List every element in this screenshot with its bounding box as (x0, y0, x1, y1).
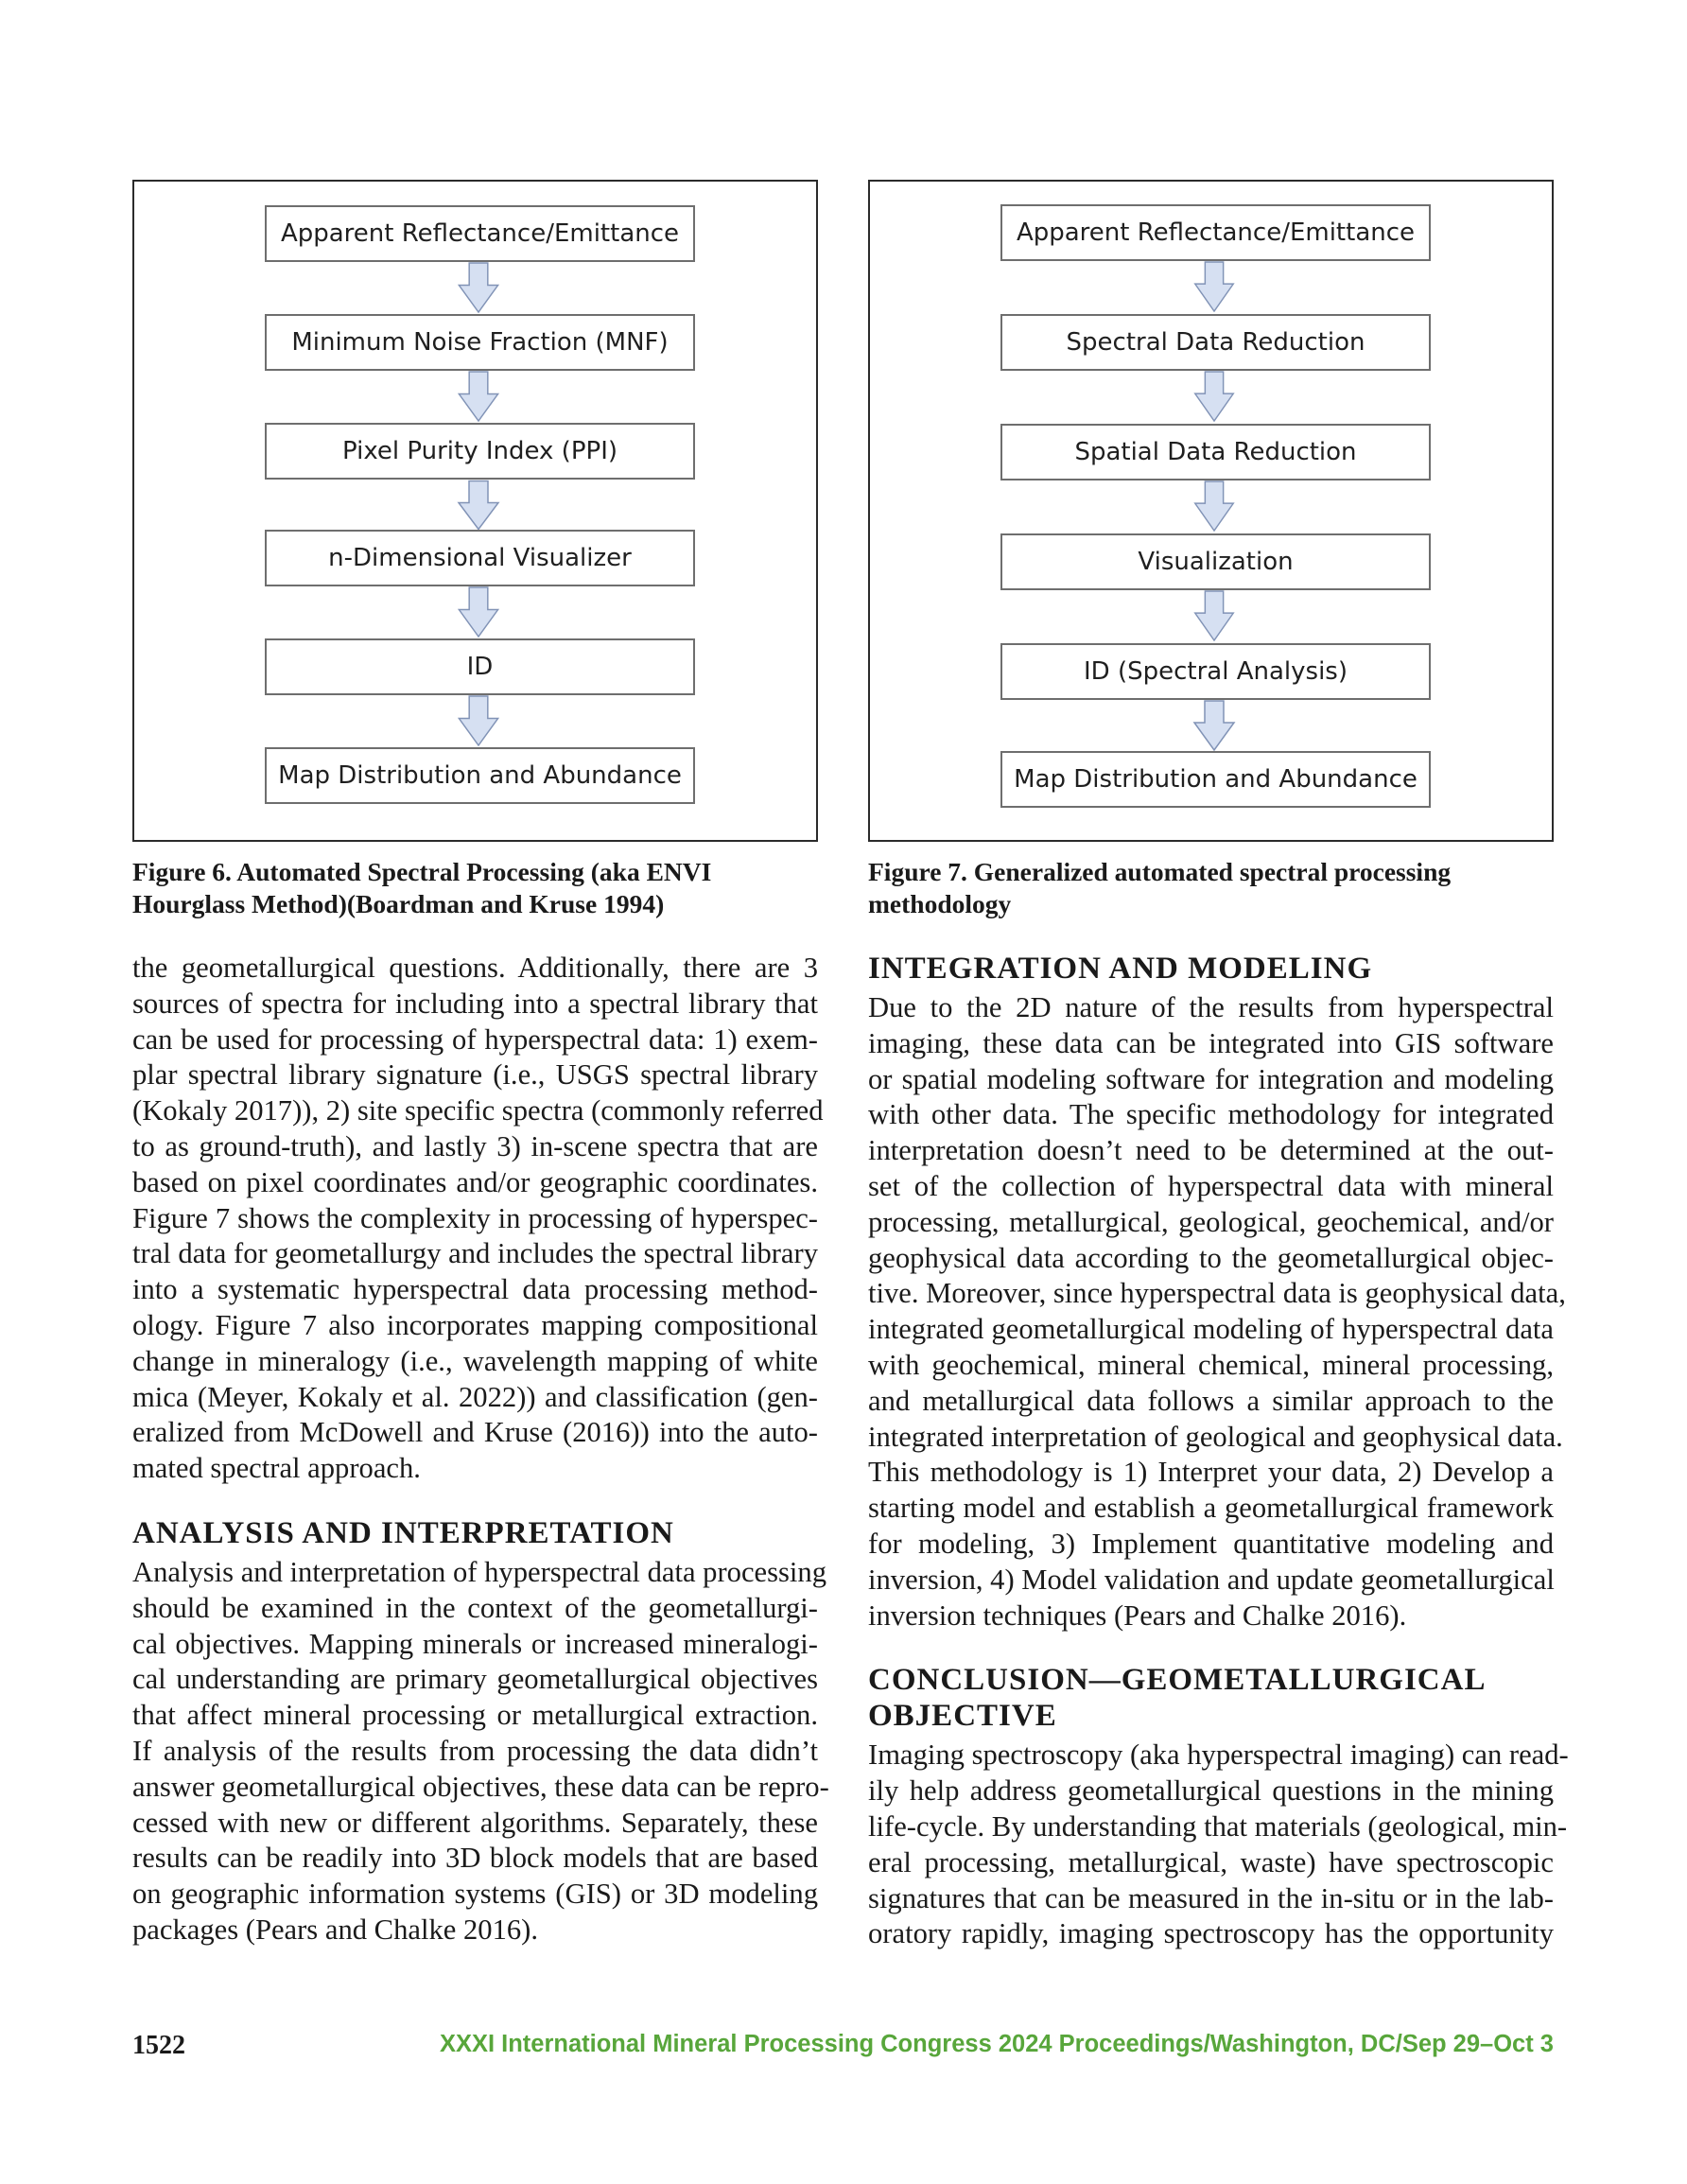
text-line: inversion, 4) Model validation and update geometallurgical (868, 1563, 1555, 1596)
arrow-shape (1195, 591, 1234, 640)
text-line: inversion techniques (Pears and Chalke 2016). (868, 1599, 1407, 1632)
text-line: tral data for geometallurgy and includes the spectral library (132, 1237, 818, 1270)
figure-6-flowchart (132, 180, 818, 842)
text-line: imaging, these data can be integrated into GIS software (868, 1026, 1554, 1059)
flowchart-step: ID (Spectral Analysis) (1000, 643, 1431, 700)
text-line: signatures that can be measured in the in-situ or in the lab- (868, 1881, 1554, 1914)
down-arrow-icon (457, 480, 500, 531)
flowchart-step: Apparent Reflectance/Emittance (1000, 204, 1431, 261)
text-line: results can be readily into 3D block models that are based (132, 1842, 818, 1875)
arrow-shape (1195, 372, 1234, 421)
arrow-shape (1195, 262, 1234, 311)
arrow-shape (459, 587, 497, 637)
text-line: mica (Meyer, Kokaly et al. 2022)) and classification (gen- (132, 1380, 818, 1413)
down-arrow-icon (1192, 480, 1236, 532)
text-line: should be examined in the context of the geometallurgi- (132, 1591, 818, 1624)
text-line: Analysis and interpretation of hyperspectral data processing (132, 1555, 827, 1588)
text-line: tive. Moreover, since hyperspectral data is geophysical data, (868, 1277, 1566, 1310)
figure-7-flowchart (868, 180, 1554, 842)
arrow-shape (459, 696, 497, 745)
text-line: cal understanding are primary geometallurgical objectives (132, 1663, 818, 1696)
text-line: eral processing, metallurgical, waste) have spectroscopic (868, 1845, 1554, 1878)
arrow-shape (459, 372, 497, 421)
arrow-shape (459, 263, 497, 312)
flowchart-step: Spectral Data Reduction (1000, 314, 1431, 371)
flowchart-step: n-Dimensional Visualizer (265, 530, 695, 586)
intro-paragraph (132, 951, 824, 1487)
flowchart-step: ID (265, 638, 695, 695)
arrow-shape (1194, 701, 1234, 750)
text-line: based on pixel coordinates and/or geographic coordinates. (132, 1165, 818, 1198)
text-line: that affect mineral processing or metallurgical extraction. (132, 1699, 818, 1732)
text-line: Due to the 2D nature of the results from hyperspectral (868, 991, 1554, 1023)
right-text-column (868, 951, 1569, 1952)
text-line: If analysis of the results from processing the data didn’t (132, 1734, 818, 1767)
text-line: cessed with new or different algorithms. Separately, these (132, 1806, 818, 1839)
text-line: into a systematic hyperspectral data processing method- (132, 1273, 818, 1306)
left-text-column (132, 951, 829, 1948)
text-line: plar spectral library signature (i.e., USGS spectral library (132, 1058, 818, 1092)
section-heading-conclusion (868, 1662, 1554, 1734)
text-line: integrated geometallurgical modeling of hyperspectral data (868, 1313, 1554, 1346)
flowchart-step: Map Distribution and Abundance (1000, 751, 1431, 808)
text-line: with other data. The specific methodology for integrated (868, 1098, 1554, 1131)
figure-7-caption (868, 856, 1554, 920)
text-line: interpretation doesn’t need to be determined at the out- (868, 1134, 1554, 1167)
text-line: ily help address geometallurgical questions in the mining (868, 1774, 1554, 1808)
running-footer: XXXI International Mineral Processing Congress 2024 Proceedings/Washington, DC/Sep 29–Oct 3 (439, 2031, 1554, 2057)
text-line: packages (Pears and Chalke 2016). (132, 1913, 539, 1946)
analysis-paragraph (132, 1555, 829, 1948)
down-arrow-icon (457, 371, 500, 422)
caption-line: Hourglass Method)(Boardman and Kruse 1994) (132, 889, 665, 918)
down-arrow-icon (457, 586, 500, 638)
flowchart-step: Spatial Data Reduction (1000, 424, 1431, 480)
text-line: eralized from McDowell and Kruse (2016)) into the auto- (132, 1416, 818, 1449)
text-line: on geographic information systems (GIS) or 3D modeling (132, 1878, 818, 1911)
text-line: ology. Figure 7 also incorporates mapping compositional (132, 1308, 818, 1341)
text-line: geophysical data according to the geometallurgical objec- (868, 1241, 1554, 1274)
down-arrow-icon (1192, 700, 1236, 751)
text-line: to as ground-truth), and lastly 3) in-scene spectra that are (132, 1129, 818, 1162)
text-line: can be used for processing of hyperspectral data: 1) exem- (132, 1022, 818, 1056)
text-line: and metallurgical data follows a similar approach to the (868, 1384, 1554, 1417)
text-line: sources of spectra for including into a spectral library that (132, 987, 818, 1020)
text-line: cal objectives. Mapping minerals or increased mineralogi- (132, 1627, 818, 1660)
caption-line: Figure 7. Generalized automated spectral processing (868, 857, 1452, 886)
down-arrow-icon (1192, 371, 1236, 422)
caption-line: methodology (868, 889, 1012, 918)
text-line: oratory rapidly, imaging spectroscopy has the opportunity (868, 1917, 1554, 1950)
flowchart-step: Pixel Purity Index (PPI) (265, 423, 695, 480)
caption-line: Figure 6. Automated Spectral Processing (aka ENVI (132, 857, 712, 886)
flowchart-step: Map Distribution and Abundance (265, 747, 695, 804)
text-line: for modeling, 3) Implement quantitative modeling and (868, 1527, 1554, 1560)
flowchart-step: Minimum Noise Fraction (MNF) (265, 314, 695, 371)
flowchart-step: Apparent Reflectance/Emittance (265, 205, 695, 262)
heading-line: OBJECTIVE (868, 1699, 1057, 1734)
text-line: answer geometallurgical objectives, these data can be repro- (132, 1770, 829, 1803)
down-arrow-icon (457, 695, 500, 746)
text-line: set of the collection of hyperspectral data with mineral (868, 1169, 1554, 1202)
flowchart-step: Visualization (1000, 533, 1431, 590)
text-line: life-cycle. By understanding that materials (geological, min- (868, 1809, 1568, 1843)
section-heading-integration: INTEGRATION AND MODELING (868, 952, 1373, 986)
down-arrow-icon (1192, 590, 1236, 641)
conclusion-paragraph (868, 1738, 1569, 1952)
integration-paragraph (868, 990, 1566, 1634)
text-line: change in mineralogy (i.e., wavelength mapping of white (132, 1344, 818, 1377)
arrow-shape (1195, 481, 1234, 531)
text-line: Imaging spectroscopy (aka hyperspectral imaging) can read- (868, 1738, 1569, 1772)
text-line: or spatial modeling software for integration and modeling (868, 1062, 1554, 1095)
down-arrow-icon (1192, 261, 1236, 312)
down-arrow-icon (457, 262, 500, 313)
text-line: Figure 7 shows the complexity in processing of hyperspec- (132, 1201, 818, 1234)
text-line: the geometallurgical questions. Additionally, there are 3 (132, 952, 818, 984)
text-line: starting model and establish a geometallurgical framework (868, 1492, 1554, 1525)
text-line: processing, metallurgical, geological, geochemical, and/or (868, 1205, 1554, 1238)
text-line: This methodology is 1) Interpret your data, 2) Develop a (868, 1456, 1554, 1489)
arrow-shape (459, 481, 498, 530)
text-line: with geochemical, mineral chemical, mineral processing, (868, 1348, 1554, 1381)
heading-line: CONCLUSION—GEOMETALLURGICAL (868, 1663, 1487, 1698)
page-number: 1522 (132, 2031, 185, 2060)
text-line: integrated interpretation of geological and geophysical data. (868, 1420, 1563, 1453)
text-line: (Kokaly 2017)), 2) site specific spectra (commonly referred (132, 1094, 824, 1127)
section-heading-analysis: ANALYSIS AND INTERPRETATION (132, 1515, 674, 1550)
figure-6-caption (132, 856, 818, 920)
text-line: mated spectral approach. (132, 1452, 421, 1485)
